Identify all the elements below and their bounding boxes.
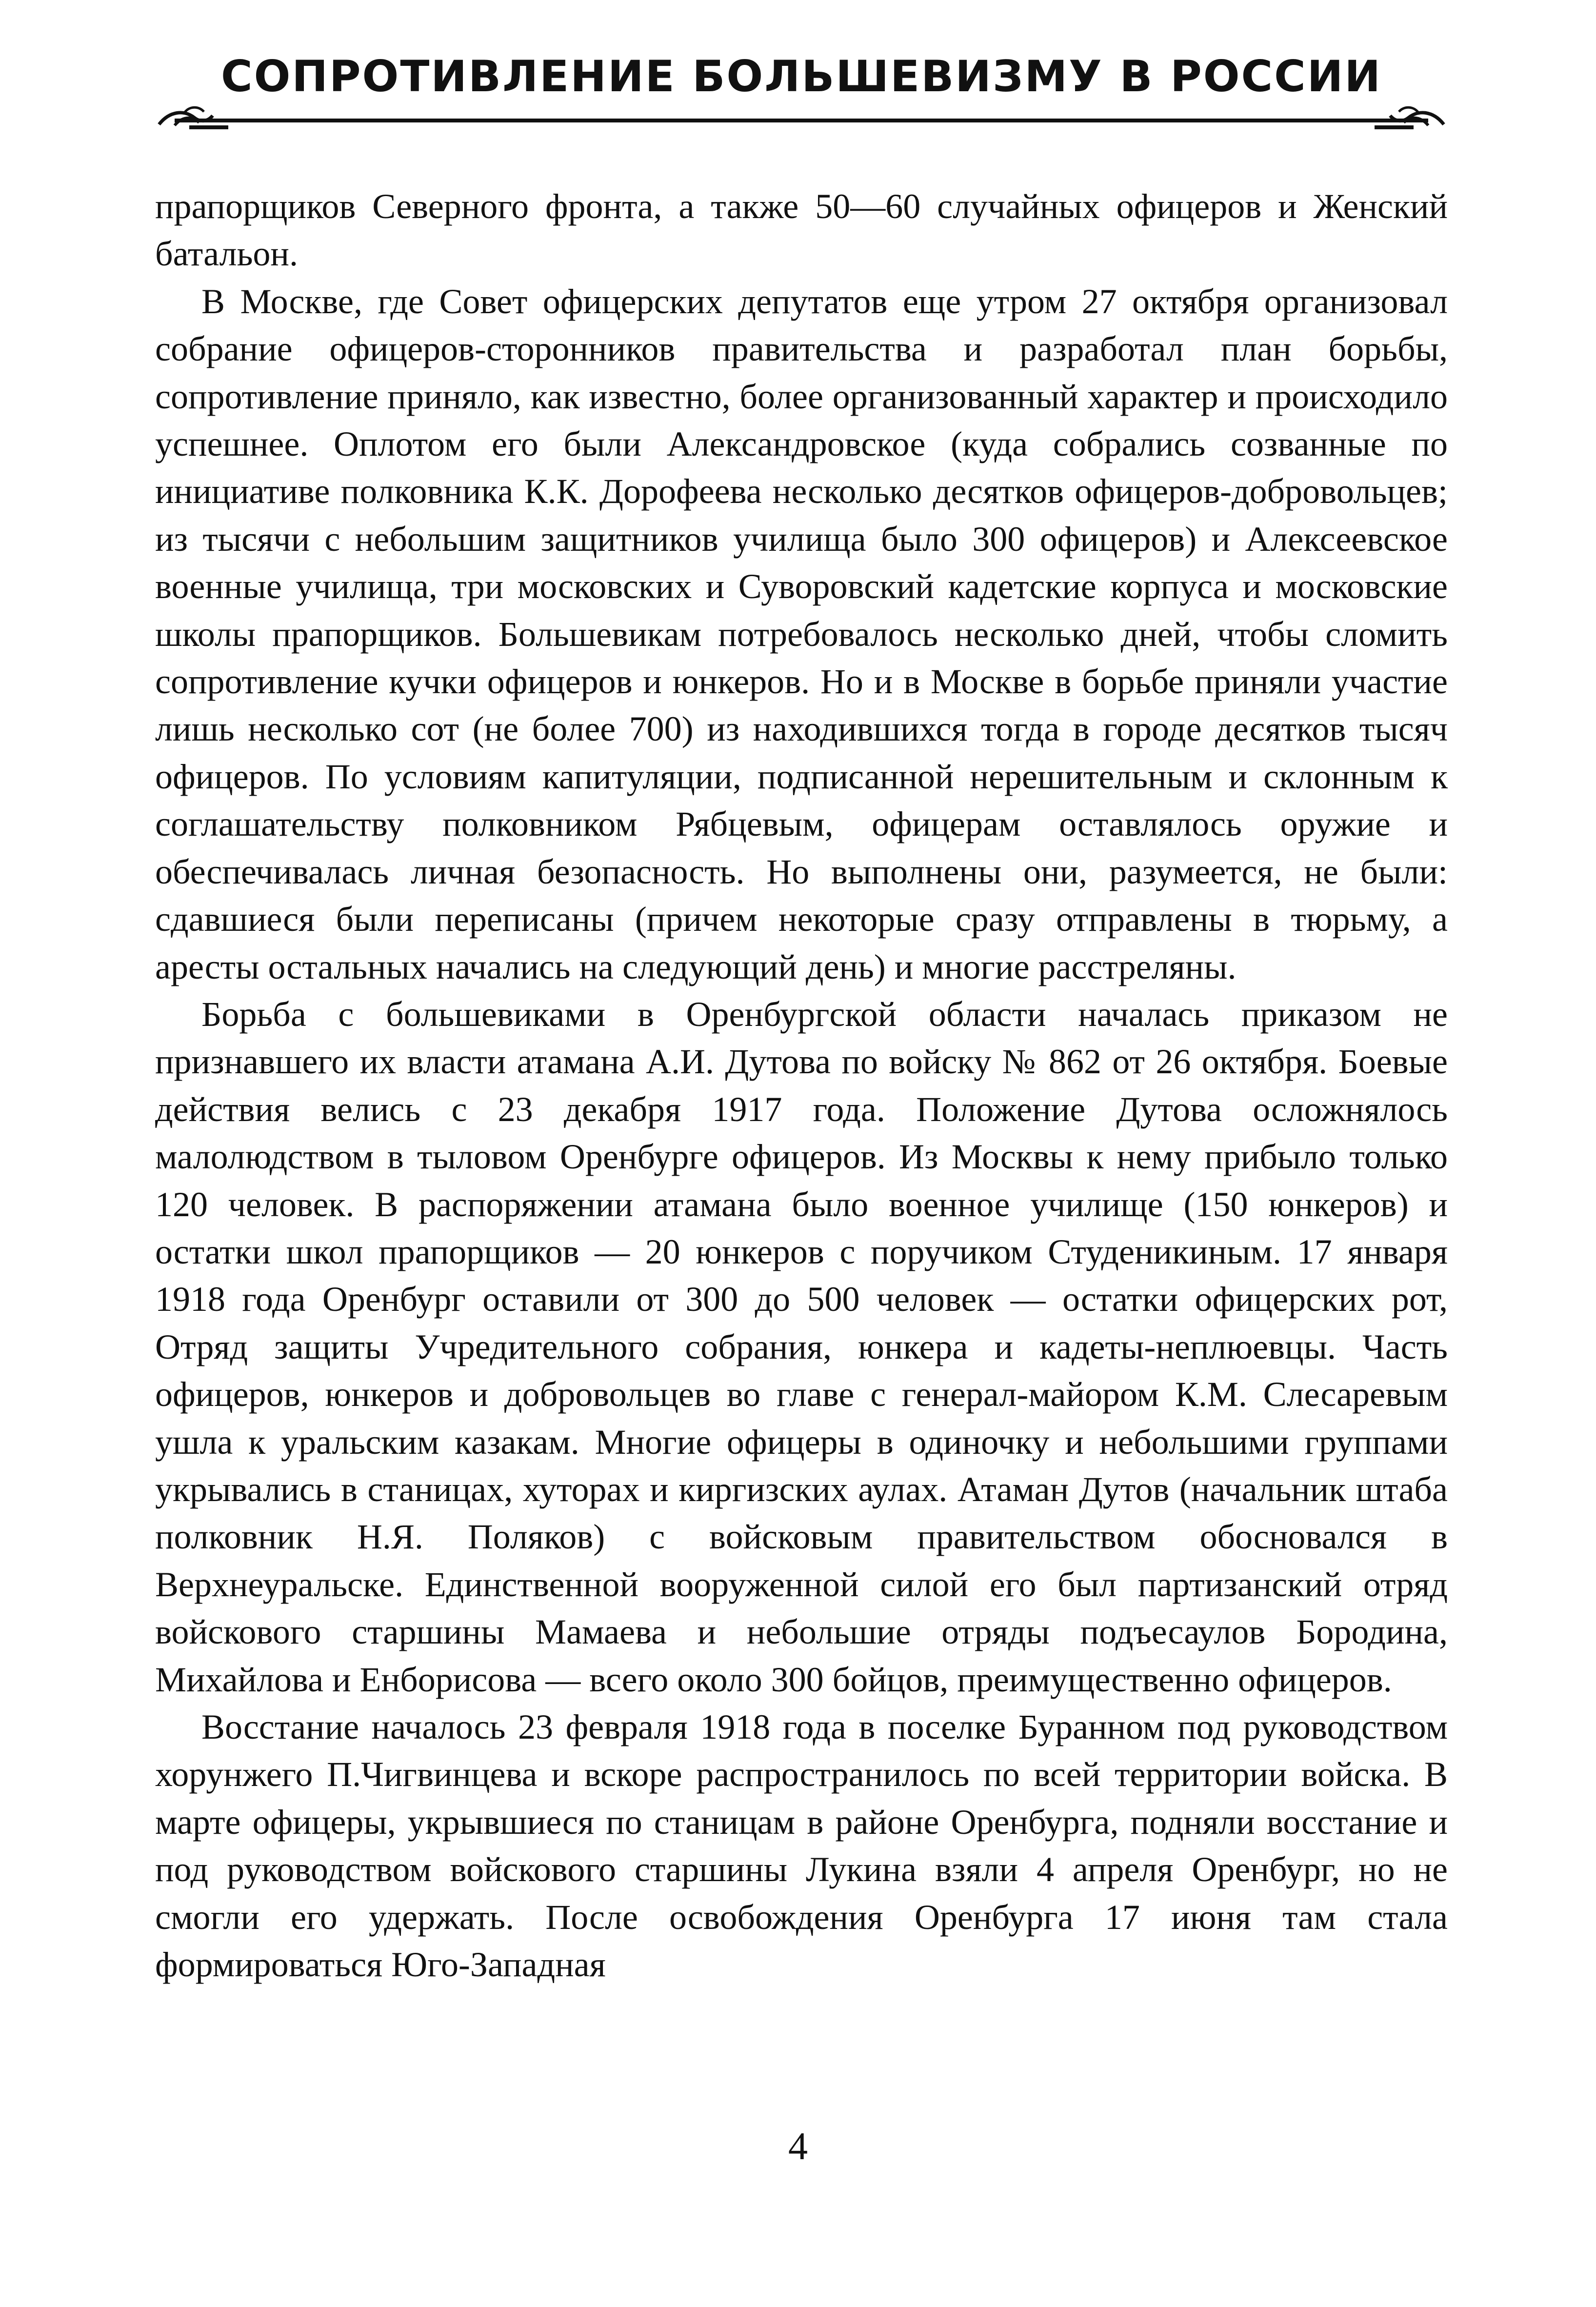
body-text [155, 183, 1448, 1988]
header-rule [175, 119, 1428, 122]
page-number: 4 [788, 2125, 808, 2168]
flourish-left-icon [155, 101, 228, 135]
flourish-right-icon [1375, 101, 1448, 135]
header-title: СОПРОТИВЛЕНИЕ БОЛЬШЕВИЗМУ В РОССИИ [221, 51, 1382, 101]
running-header [155, 46, 1448, 129]
paragraph-orenburg: Борьба с большевиками в Оренбургской области началась приказом не признавшего их власти атамана А.И. Дутова по войску № 862 от 26 октября. Боевые действия велись с 23 декабря 1917 года. Положение Дутова осложнялось малолюдством в тыловом Оренбурге офицеров. Из Москвы к нему прибыло только 120 человек. В распоряжении атамана было военное училище (150 юнкеров) и остатки школ прапорщиков — 20 юнкеров с поручиком Студеникиным. 17 января 1918 года Оренбург оставили от 300 до 500 человек — остатки офицерских рот, Отряд защиты Учредительного собрания, юнкера и кадеты-неплюевцы. Часть офицеров, юнкеров и добровольцев во главе с генерал-майором К.М. Слесаревым ушла к уральским казакам. Многие офицеры в одиночку и небольшими группами укрывались в станицах, хуторах и киргизских аулах. Атаман Дутов (начальник штаба полковник Н.Я. Поляков) с войсковым правительством обосновался в Верхнеуральске. Единственной вооруженной силой его был партизанский отряд войскового старшины Мамаева и небольшие отряды подъесаулов Бородина, Михайлова и Енборисова — всего около 300 бойцов, преимущественно офицеров. [155, 994, 1448, 1699]
paragraph-continued: прапорщиков Северного фронта, а также 50—60 случайных офицеров и Женский батальон. [155, 187, 1448, 274]
paragraph-uprising: Восстание началось 23 февраля 1918 года в поселке Буранном под руководством хорунжего П.Чигвинцева и вскоре распространилось по всей территории войска. В марте офицеры, укрывшиеся по станицам в районе Оренбурга, подняли восстание и под руководством войскового старшины Лукина взяли 4 апреля Оренбург, но не смогли его удержать. После освобождения Оренбурга 17 июня там стала формироваться Юго-Западная [155, 1707, 1448, 1985]
paragraph-moscow: В Москве, где Совет офицерских депутатов еще утром 27 октября организовал собрание офицеров-сторонников правительства и разработал план борьбы, сопротивление приняло, как известно, более организованный характер и происходило успешнее. Оплотом его были Александровское (куда собрались созванные по инициативе полковника К.К. Дорофеева несколько десятков офицеров-добровольцев; из тысячи с небольшим защитников училища было 300 офицеров) и Алексеевское военные училища, три московских и Суворовский кадетские корпуса и московские школы прапорщиков. Большевикам потребовалось несколько дней, чтобы сломить сопротивление кучки офицеров и юнкеров. Но и в Москве в борьбе приняли участие лишь несколько сот (не более 700) из находившихся тогда в городе десятков тысяч офицеров. По условиям капитуляции, подписанной нерешительным и склонным к соглашательству полковником Рябцевым, офицерам оставлялось оружие и обеспечивалась личная безопасность. Но выполнены они, разумеется, не были: сдавшиеся были переписаны (причем некоторые сразу отправлены в тюрьму, а аресты остальных начались на следующий день) и многие расстреляны. [155, 281, 1448, 986]
